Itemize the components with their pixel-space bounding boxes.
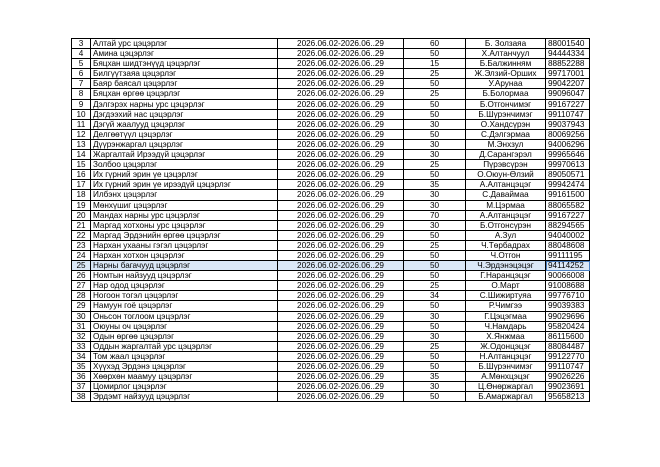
row-number-cell[interactable]: 18 — [72, 190, 91, 200]
kindergarten-name-cell[interactable]: Намуун гоё цэцэрлэг — [91, 301, 278, 311]
kindergarten-name-cell[interactable]: Делгөөтүүл цэцэрлэг — [91, 129, 278, 139]
date-range-cell[interactable]: 2026.06.02-2026.06..29 — [278, 311, 404, 321]
quantity-cell[interactable]: 50 — [404, 230, 466, 240]
kindergarten-name-cell[interactable]: Оюуны оч цэцэрлэг — [91, 321, 278, 331]
date-range-cell[interactable]: 2026.06.02-2026.06..29 — [278, 362, 404, 372]
contact-name-cell[interactable]: Пүрэвсүрэн — [466, 160, 546, 170]
phone-cell[interactable]: 88084487 — [546, 341, 590, 351]
kindergarten-name-cell[interactable]: Билгүүтзаяа цэцэрлэг — [91, 69, 278, 79]
table-row[interactable] — [72, 49, 590, 59]
row-number-cell[interactable]: 20 — [72, 210, 91, 220]
kindergarten-name-cell[interactable]: Нархан хотхон цэцэрлэг — [91, 250, 278, 260]
table-row[interactable] — [72, 351, 590, 361]
row-number-cell[interactable]: 4 — [72, 49, 91, 59]
phone-cell[interactable]: 89050571 — [546, 170, 590, 180]
contact-name-cell[interactable]: Ж.Элзий-Орших — [466, 69, 546, 79]
contact-name-cell[interactable]: У.Арунаа — [466, 79, 546, 89]
date-range-cell[interactable]: 2026.06.02-2026.06..29 — [278, 99, 404, 109]
contact-name-cell[interactable]: А.Алтанцэцэг — [466, 180, 546, 190]
kindergarten-name-cell[interactable]: Илбэнх цэцэрлэг — [91, 190, 278, 200]
row-number-cell[interactable]: 27 — [72, 281, 91, 291]
table-body — [72, 39, 590, 402]
kindergarten-name-cell[interactable]: Нар одод цэцэрлэг — [91, 281, 278, 291]
phone-cell[interactable]: 88001540 — [546, 39, 590, 49]
row-number-cell[interactable]: 38 — [72, 392, 91, 402]
kindergarten-name-cell[interactable]: Нархан ухааны гэгэл цэцэрлэг — [91, 240, 278, 250]
date-range-cell[interactable]: 2026.06.02-2026.06..29 — [278, 392, 404, 402]
row-number-cell[interactable]: 29 — [72, 301, 91, 311]
table-row[interactable] — [72, 230, 590, 240]
phone-cell[interactable]: 99161500 — [546, 190, 590, 200]
contact-name-cell[interactable]: Ц.Өнөржаргал — [466, 382, 546, 392]
row-number-cell[interactable]: 32 — [72, 331, 91, 341]
kindergarten-name-cell[interactable]: Дэлгэрэх нарны урс цэцэрлэг — [91, 99, 278, 109]
table-row[interactable] — [72, 109, 590, 119]
quantity-cell[interactable]: 25 — [404, 341, 466, 351]
kindergarten-name-cell[interactable]: Бяцхан шидтэнүүд цэцэрлэг — [91, 59, 278, 69]
quantity-cell[interactable]: 60 — [404, 39, 466, 49]
table-row[interactable] — [72, 392, 590, 402]
quantity-cell[interactable]: 34 — [404, 291, 466, 301]
row-number-cell[interactable]: 11 — [72, 119, 91, 129]
phone-cell[interactable]: 94040002 — [546, 230, 590, 240]
kindergarten-name-cell[interactable]: Хүүхэд Эрдэнэ цэцэрлэг — [91, 362, 278, 372]
contact-name-cell[interactable]: О.Оюун-Өлзий — [466, 170, 546, 180]
kindergarten-name-cell[interactable]: Бяцхан өргөө цэцэрлэг — [91, 89, 278, 99]
contact-name-cell[interactable]: Ж.Одонцэцэг — [466, 341, 546, 351]
quantity-cell[interactable]: 50 — [404, 250, 466, 260]
quantity-cell[interactable]: 35 — [404, 180, 466, 190]
date-range-cell[interactable]: 2026.06.02-2026.06..29 — [278, 220, 404, 230]
date-range-cell[interactable]: 2026.06.02-2026.06..29 — [278, 271, 404, 281]
table-row[interactable] — [72, 129, 590, 139]
table-row[interactable] — [72, 301, 590, 311]
date-range-cell[interactable]: 2026.06.02-2026.06..29 — [278, 301, 404, 311]
kindergarten-name-cell[interactable]: Маргад хотхоны урс цэцэрлэг — [91, 220, 278, 230]
row-number-cell[interactable]: 25 — [72, 261, 91, 271]
quantity-cell[interactable]: 70 — [404, 210, 466, 220]
row-number-cell[interactable]: 37 — [72, 382, 91, 392]
table-row[interactable] — [72, 170, 590, 180]
table-row[interactable] — [72, 210, 590, 220]
table-row[interactable] — [72, 291, 590, 301]
kindergarten-name-cell[interactable]: Амина цэцэрлэг — [91, 49, 278, 59]
phone-cell[interactable]: 99167227 — [546, 99, 590, 109]
table-row[interactable] — [72, 150, 590, 160]
row-number-cell[interactable]: 21 — [72, 220, 91, 230]
phone-cell[interactable]: 99965646 — [546, 150, 590, 160]
kindergarten-name-cell[interactable]: Хөөрхөн маамуу цэцэрлэг — [91, 372, 278, 382]
date-range-cell[interactable]: 2026.06.02-2026.06..29 — [278, 69, 404, 79]
kindergarten-name-cell[interactable]: Эрдэмт найзууд цэцэрлэг — [91, 392, 278, 402]
quantity-cell[interactable]: 30 — [404, 200, 466, 210]
date-range-cell[interactable]: 2026.06.02-2026.06..29 — [278, 261, 404, 271]
row-number-cell[interactable]: 34 — [72, 351, 91, 361]
date-range-cell[interactable]: 2026.06.02-2026.06..29 — [278, 170, 404, 180]
table-row[interactable] — [72, 89, 590, 99]
phone-cell[interactable]: 99110747 — [546, 362, 590, 372]
phone-cell[interactable]: 86115600 — [546, 331, 590, 341]
row-number-cell[interactable]: 33 — [72, 341, 91, 351]
contact-name-cell[interactable]: Б.Шүрэнчимэг — [466, 109, 546, 119]
row-number-cell[interactable]: 9 — [72, 99, 91, 109]
quantity-cell[interactable]: 25 — [404, 281, 466, 291]
table-row[interactable] — [72, 331, 590, 341]
table-row[interactable] — [72, 190, 590, 200]
contact-name-cell[interactable]: Б.Балжинням — [466, 59, 546, 69]
table-row[interactable] — [72, 250, 590, 260]
date-range-cell[interactable]: 2026.06.02-2026.06..29 — [278, 230, 404, 240]
contact-name-cell[interactable]: М.Цэрмаа — [466, 200, 546, 210]
row-number-cell[interactable]: 13 — [72, 139, 91, 149]
kindergarten-name-cell[interactable]: Оддын жаргалтай урс цэцэрлэг — [91, 341, 278, 351]
contact-name-cell[interactable]: А.Алтанцэцэг — [466, 210, 546, 220]
table-row[interactable] — [72, 261, 590, 271]
table-row[interactable] — [72, 281, 590, 291]
row-number-cell[interactable]: 35 — [72, 362, 91, 372]
row-number-cell[interactable]: 36 — [72, 372, 91, 382]
date-range-cell[interactable]: 2026.06.02-2026.06..29 — [278, 210, 404, 220]
kindergarten-name-cell[interactable]: Номтын найзууд цэцэрлэг — [91, 271, 278, 281]
row-number-cell[interactable]: 5 — [72, 59, 91, 69]
kindergarten-name-cell[interactable]: Одын өргөө цэцэрлэг — [91, 331, 278, 341]
date-range-cell[interactable]: 2026.06.02-2026.06..29 — [278, 321, 404, 331]
quantity-cell[interactable]: 30 — [404, 139, 466, 149]
phone-cell[interactable]: 99942474 — [546, 180, 590, 190]
phone-cell[interactable]: 95820424 — [546, 321, 590, 331]
row-number-cell[interactable]: 17 — [72, 180, 91, 190]
contact-name-cell[interactable]: Б.Амаржаргал — [466, 392, 546, 402]
quantity-cell[interactable]: 15 — [404, 59, 466, 69]
quantity-cell[interactable]: 30 — [404, 150, 466, 160]
contact-name-cell[interactable]: О.Хандсүрэн — [466, 119, 546, 129]
kindergarten-name-cell[interactable]: Их гүрний эрин үе цэцэрлэг — [91, 170, 278, 180]
table-row[interactable] — [72, 59, 590, 69]
row-number-cell[interactable]: 15 — [72, 160, 91, 170]
phone-cell[interactable]: 80069256 — [546, 129, 590, 139]
phone-cell[interactable]: 94444334 — [546, 49, 590, 59]
date-range-cell[interactable]: 2026.06.02-2026.06..29 — [278, 281, 404, 291]
quantity-cell[interactable]: 50 — [404, 351, 466, 361]
row-number-cell[interactable]: 8 — [72, 89, 91, 99]
date-range-cell[interactable]: 2026.06.02-2026.06..29 — [278, 372, 404, 382]
phone-cell[interactable]: 95658213 — [546, 392, 590, 402]
row-number-cell[interactable]: 12 — [72, 129, 91, 139]
date-range-cell[interactable]: 2026.06.02-2026.06..29 — [278, 139, 404, 149]
phone-cell[interactable]: 99122770 — [546, 351, 590, 361]
phone-cell[interactable]: 99037943 — [546, 119, 590, 129]
contact-name-cell[interactable]: Г.Наранцэцэг — [466, 271, 546, 281]
contact-name-cell[interactable]: Б. Золзаяа — [466, 39, 546, 49]
date-range-cell[interactable]: 2026.06.02-2026.06..29 — [278, 240, 404, 250]
contact-name-cell[interactable]: А.Мөнхцэцэг — [466, 372, 546, 382]
date-range-cell[interactable]: 2026.06.02-2026.06..29 — [278, 341, 404, 351]
contact-name-cell[interactable]: Б.Шүрэнчимэг — [466, 362, 546, 372]
phone-cell[interactable]: 99042207 — [546, 79, 590, 89]
quantity-cell[interactable]: 50 — [404, 362, 466, 372]
phone-cell[interactable]: 99039383 — [546, 301, 590, 311]
phone-cell[interactable]: 99023691 — [546, 382, 590, 392]
quantity-cell[interactable]: 35 — [404, 372, 466, 382]
quantity-cell[interactable]: 50 — [404, 271, 466, 281]
kindergarten-name-cell[interactable]: Дүүрэнжаргал цэцэрлэг — [91, 139, 278, 149]
quantity-cell[interactable]: 50 — [404, 109, 466, 119]
table-row[interactable] — [72, 139, 590, 149]
contact-name-cell[interactable]: Д.Сарангэрэл — [466, 150, 546, 160]
table-row[interactable] — [72, 119, 590, 129]
quantity-cell[interactable]: 50 — [404, 170, 466, 180]
phone-cell[interactable]: 88852288 — [546, 59, 590, 69]
row-number-cell[interactable]: 14 — [72, 150, 91, 160]
kindergarten-name-cell[interactable]: Маргад Эрдэнийн өргөө цэцэрлэг — [91, 230, 278, 240]
table-row[interactable] — [72, 180, 590, 190]
table-row[interactable] — [72, 321, 590, 331]
table-row[interactable] — [72, 271, 590, 281]
contact-name-cell[interactable]: Ч.Намдарь — [466, 321, 546, 331]
row-number-cell[interactable]: 23 — [72, 240, 91, 250]
contact-name-cell[interactable]: Ч.Төрбадрах — [466, 240, 546, 250]
table-row[interactable] — [72, 160, 590, 170]
row-number-cell[interactable]: 30 — [72, 311, 91, 321]
kindergarten-name-cell[interactable]: Жаргалтай Ирээдүй цэцэрлэг — [91, 150, 278, 160]
quantity-cell[interactable]: 50 — [404, 49, 466, 59]
kindergarten-name-cell[interactable]: Цомирлог цэцэрлэг — [91, 382, 278, 392]
phone-cell[interactable]: 99096047 — [546, 89, 590, 99]
date-range-cell[interactable]: 2026.06.02-2026.06..29 — [278, 200, 404, 210]
date-range-cell[interactable]: 2026.06.02-2026.06..29 — [278, 49, 404, 59]
date-range-cell[interactable]: 2026.06.02-2026.06..29 — [278, 79, 404, 89]
contact-name-cell[interactable]: Н.Алтанцэцэг — [466, 351, 546, 361]
contact-name-cell[interactable]: С.Шижиртуяа — [466, 291, 546, 301]
contact-name-cell[interactable]: Б.Болормаа — [466, 89, 546, 99]
date-range-cell[interactable]: 2026.06.02-2026.06..29 — [278, 109, 404, 119]
contact-name-cell[interactable]: Р.Чимгээ — [466, 301, 546, 311]
quantity-cell[interactable]: 50 — [404, 129, 466, 139]
quantity-cell[interactable]: 50 — [404, 261, 466, 271]
contact-name-cell[interactable]: Х.Алтанчуул — [466, 49, 546, 59]
kindergarten-name-cell[interactable]: Ногоон тогэл цэцэрлэг — [91, 291, 278, 301]
date-range-cell[interactable]: 2026.06.02-2026.06..29 — [278, 119, 404, 129]
contact-name-cell[interactable]: А.Зул — [466, 230, 546, 240]
table-row[interactable] — [72, 79, 590, 89]
date-range-cell[interactable]: 2026.06.02-2026.06..29 — [278, 39, 404, 49]
date-range-cell[interactable]: 2026.06.02-2026.06..29 — [278, 129, 404, 139]
phone-cell[interactable]: 91008688 — [546, 281, 590, 291]
row-number-cell[interactable]: 10 — [72, 109, 91, 119]
phone-cell[interactable]: 99029696 — [546, 311, 590, 321]
row-number-cell[interactable]: 6 — [72, 69, 91, 79]
contact-name-cell[interactable]: С.Даваймаа — [466, 190, 546, 200]
kindergarten-name-cell[interactable]: Дэгүй жаалууд цэцэрлэг — [91, 119, 278, 129]
contact-name-cell[interactable]: М.Энхзул — [466, 139, 546, 149]
date-range-cell[interactable]: 2026.06.02-2026.06..29 — [278, 150, 404, 160]
contact-name-cell[interactable]: С.Дэлгэрмаа — [466, 129, 546, 139]
quantity-cell[interactable]: 30 — [404, 119, 466, 129]
phone-cell[interactable]: 99970613 — [546, 160, 590, 170]
quantity-cell[interactable]: 50 — [404, 79, 466, 89]
kindergarten-name-cell[interactable]: Нарны багачууд цэцэрлэг — [91, 261, 278, 271]
kindergarten-name-cell[interactable]: Их гүрний эрин үе ирээдүй цэцэрлэг — [91, 180, 278, 190]
quantity-cell[interactable]: 50 — [404, 321, 466, 331]
date-range-cell[interactable]: 2026.06.02-2026.06..29 — [278, 59, 404, 69]
row-number-cell[interactable]: 7 — [72, 79, 91, 89]
phone-cell[interactable]: 99111195 — [546, 250, 590, 260]
quantity-cell[interactable]: 50 — [404, 392, 466, 402]
quantity-cell[interactable]: 50 — [404, 301, 466, 311]
contact-name-cell[interactable]: Ч.Эрдэнэцэцэг — [466, 261, 546, 271]
table-row[interactable] — [72, 220, 590, 230]
table-row[interactable] — [72, 341, 590, 351]
phone-cell[interactable]: 94114252 — [546, 261, 590, 271]
table-row[interactable] — [72, 69, 590, 79]
kindergarten-schedule-table — [71, 38, 590, 402]
quantity-cell[interactable]: 25 — [404, 160, 466, 170]
kindergarten-name-cell[interactable]: Дэгдээхий нас цэцэрлэг — [91, 109, 278, 119]
row-number-cell[interactable]: 16 — [72, 170, 91, 180]
kindergarten-name-cell[interactable]: Оньсон тоглоом цэцэрлэг — [91, 311, 278, 321]
kindergarten-name-cell[interactable]: Том жаал цэцэрлэг — [91, 351, 278, 361]
quantity-cell[interactable]: 25 — [404, 69, 466, 79]
table-row[interactable] — [72, 39, 590, 49]
kindergarten-name-cell[interactable]: Мөнхүшиг цэцэрлэг — [91, 200, 278, 210]
quantity-cell[interactable]: 30 — [404, 331, 466, 341]
kindergarten-name-cell[interactable]: Золбоо цэцэрлэг — [91, 160, 278, 170]
quantity-cell[interactable]: 30 — [404, 382, 466, 392]
phone-cell[interactable]: 99026226 — [546, 372, 590, 382]
contact-name-cell[interactable]: О.Март — [466, 281, 546, 291]
phone-cell[interactable]: 88065582 — [546, 200, 590, 210]
row-number-cell[interactable]: 3 — [72, 39, 91, 49]
phone-cell[interactable]: 88294565 — [546, 220, 590, 230]
date-range-cell[interactable]: 2026.06.02-2026.06..29 — [278, 89, 404, 99]
date-range-cell[interactable]: 2026.06.02-2026.06..29 — [278, 382, 404, 392]
phone-cell[interactable]: 94006296 — [546, 139, 590, 149]
date-range-cell[interactable]: 2026.06.02-2026.06..29 — [278, 190, 404, 200]
contact-name-cell[interactable]: Ч.Отгон — [466, 250, 546, 260]
table-row[interactable] — [72, 372, 590, 382]
date-range-cell[interactable]: 2026.06.02-2026.06..29 — [278, 351, 404, 361]
phone-cell[interactable]: 90066008 — [546, 271, 590, 281]
quantity-cell[interactable]: 30 — [404, 190, 466, 200]
date-range-cell[interactable]: 2026.06.02-2026.06..29 — [278, 331, 404, 341]
quantity-cell[interactable]: 25 — [404, 240, 466, 250]
kindergarten-name-cell[interactable]: Алтай урс цэцэрлэг — [91, 39, 278, 49]
phone-cell[interactable]: 99167227 — [546, 210, 590, 220]
contact-name-cell[interactable]: Б.Отгончимэг — [466, 99, 546, 109]
contact-name-cell[interactable]: Х.Янжмаа — [466, 331, 546, 341]
row-number-cell[interactable]: 31 — [72, 321, 91, 331]
date-range-cell[interactable]: 2026.06.02-2026.06..29 — [278, 160, 404, 170]
kindergarten-name-cell[interactable]: Баяр баясал цэцэрлэг — [91, 79, 278, 89]
table-row[interactable] — [72, 200, 590, 210]
table-row[interactable] — [72, 311, 590, 321]
date-range-cell[interactable]: 2026.06.02-2026.06..29 — [278, 250, 404, 260]
row-number-cell[interactable]: 28 — [72, 291, 91, 301]
quantity-cell[interactable]: 25 — [404, 89, 466, 99]
table-row[interactable] — [72, 240, 590, 250]
table-row[interactable] — [72, 362, 590, 372]
date-range-cell[interactable]: 2026.06.02-2026.06..29 — [278, 180, 404, 190]
row-number-cell[interactable]: 24 — [72, 250, 91, 260]
phone-cell[interactable]: 99776710 — [546, 291, 590, 301]
contact-name-cell[interactable]: Б.Отгонсүрэн — [466, 220, 546, 230]
phone-cell[interactable]: 99717001 — [546, 69, 590, 79]
row-number-cell[interactable]: 22 — [72, 230, 91, 240]
table-row[interactable] — [72, 99, 590, 109]
phone-cell[interactable]: 99110747 — [546, 109, 590, 119]
date-range-cell[interactable]: 2026.06.02-2026.06..29 — [278, 291, 404, 301]
row-number-cell[interactable]: 26 — [72, 271, 91, 281]
quantity-cell[interactable]: 30 — [404, 311, 466, 321]
table-row[interactable] — [72, 382, 590, 392]
quantity-cell[interactable]: 50 — [404, 99, 466, 109]
contact-name-cell[interactable]: Г.Цэцэгмаа — [466, 311, 546, 321]
quantity-cell[interactable]: 30 — [404, 220, 466, 230]
kindergarten-name-cell[interactable]: Мандах нарны урс цэцэрлэг — [91, 210, 278, 220]
phone-cell[interactable]: 88048608 — [546, 240, 590, 250]
row-number-cell[interactable]: 19 — [72, 200, 91, 210]
